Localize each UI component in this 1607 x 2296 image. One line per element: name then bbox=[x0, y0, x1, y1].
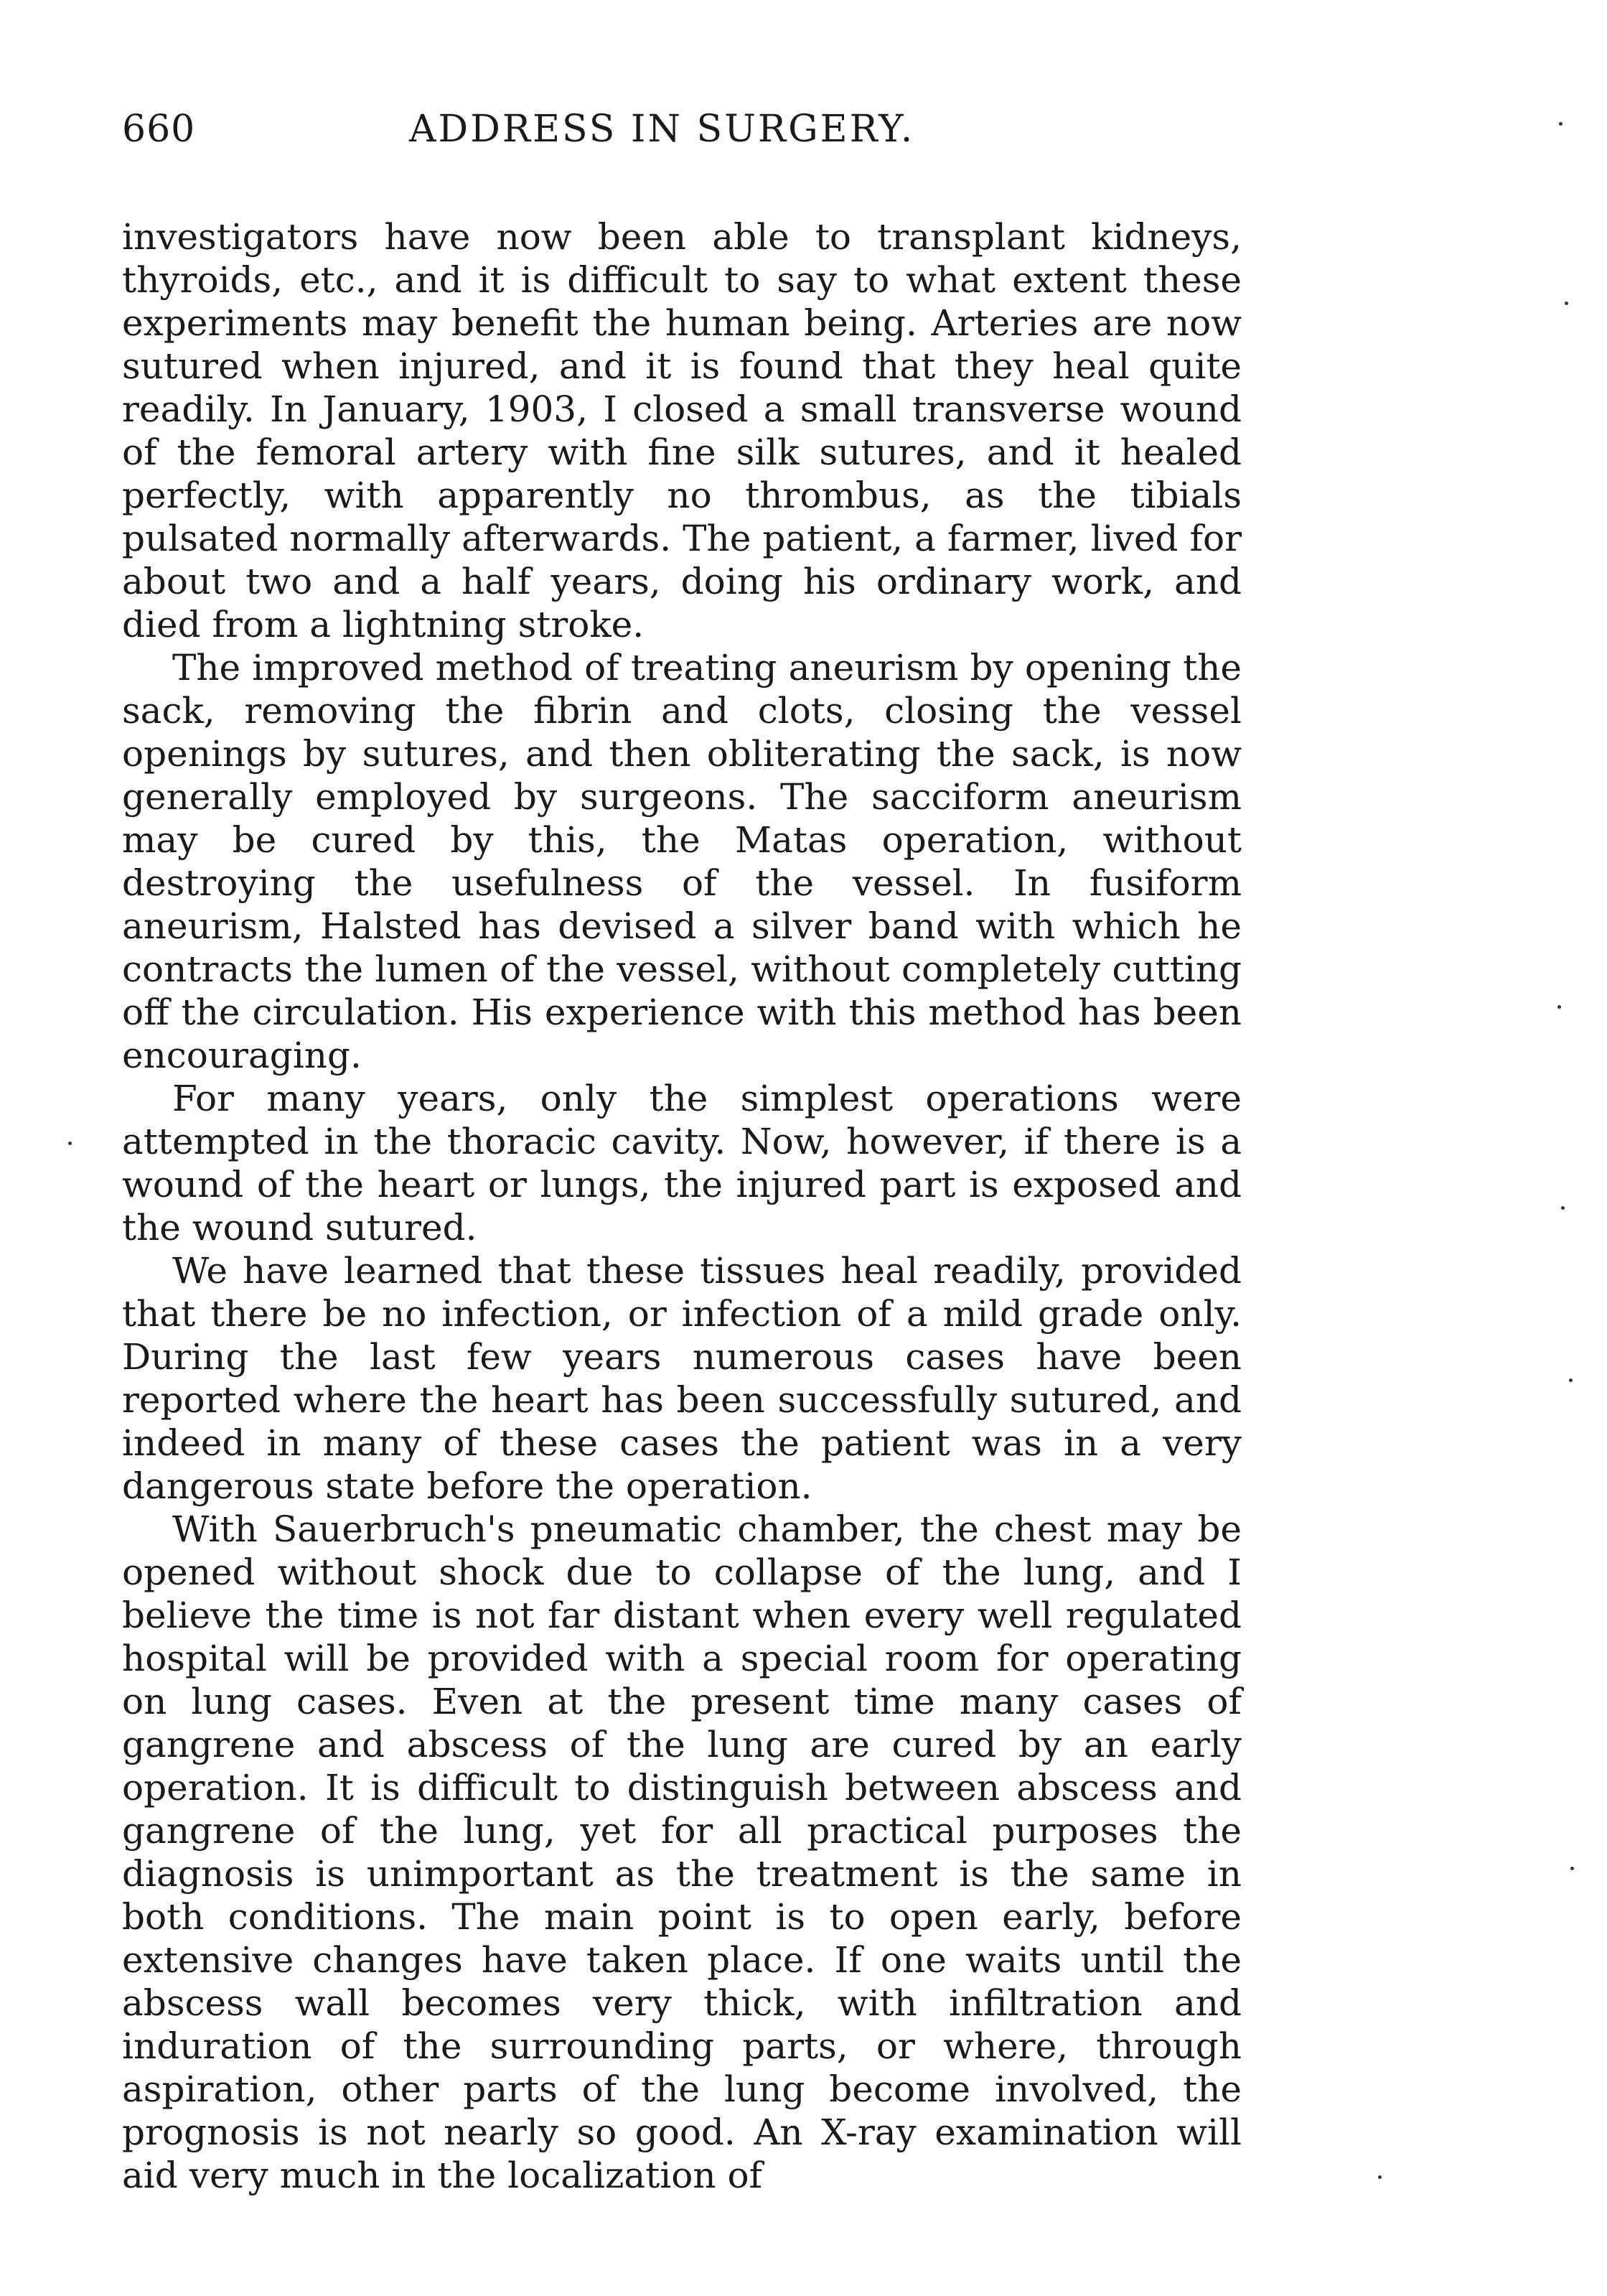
paragraph-lung-surgery: With Sauerbruch's pneumatic chamber, the chest may be opened without shock due to collapse of the lung, and I believe the time is not far distant when every well regulated hospital will be provided with a special room for operating on lung cases. Even at the present time many cases of gangrene and abscess of the lung are cured by an early operation. It is difficult to distinguish between abscess and gangrene of the lung, yet for all practical purposes the diagnosis is unimportant as the treatment is the same in both conditions. The main point is to open early, before extensive changes have taken place. If one waits until the abscess wall becomes very thick, with infiltration and induration of the surrounding parts, or where, through aspiration, other parts of the lung become involved, the prognosis is not nearly so good. An X-ray examination will aid very much in the localization of bbox=[122, 1508, 1242, 2196]
scan-speck bbox=[1557, 1005, 1561, 1009]
page-header bbox=[122, 108, 1242, 165]
scan-speck bbox=[1565, 302, 1568, 305]
paragraph-heart-suture: We have learned that these tissues heal readily, provided that there be no infection, or infection of a mild grade only. During the last few years numerous cases have been reported where the heart has been successfully sutured, and indeed in many of these cases the patient was in a very dangerous state before the operation. bbox=[122, 1250, 1242, 1507]
running-head: ADDRESS IN SURGERY. bbox=[409, 108, 915, 151]
paragraph-thoracic-cavity: For many years, only the simplest operations were attempted in the thoracic cavity. Now, however, if there is a wound of the heart or lungs, the injured part is exposed and the wound sutured. bbox=[122, 1078, 1242, 1249]
paragraph-transplantation: investigators have now been able to transplant kidneys, thyroids, etc., and it is difficult to say to what extent these experiments may benefit the human being. Arteries are now sutured when injured, and it is found that they heal quite readily. In January, 1903, I closed a small transverse wound of the femoral artery with fine silk sutures, and it healed perfectly, with apparently no thrombus, as the tibials pulsated normally afterwards. The patient, a farmer, lived for about two and a half years, doing his ordinary work, and died from a lightning stroke. bbox=[122, 216, 1242, 645]
scan-speck bbox=[68, 1142, 72, 1145]
scan-speck bbox=[1561, 1206, 1565, 1210]
paragraph-aneurism: The improved method of treating aneurism by opening the sack, removing the fibrin and clots, closing the vessel openings by sutures, and then obliterating the sack, is now generally employed by surgeons. The sacciform aneurism may be cured by this, the Matas operation, without destroying the usefulness of the vessel. In fusiform aneurism, Halsted has devised a silver band with which he contracts the lumen of the vessel, without completely cutting off the circulation. His experience with this method has been encouraging. bbox=[122, 647, 1242, 1076]
scan-speck bbox=[1559, 122, 1563, 126]
scan-speck bbox=[1569, 1378, 1573, 1382]
scan-speck bbox=[1378, 2175, 1382, 2179]
scan-speck bbox=[1570, 1867, 1574, 1870]
body-text bbox=[122, 215, 1242, 2197]
page-number: 660 bbox=[122, 108, 196, 151]
